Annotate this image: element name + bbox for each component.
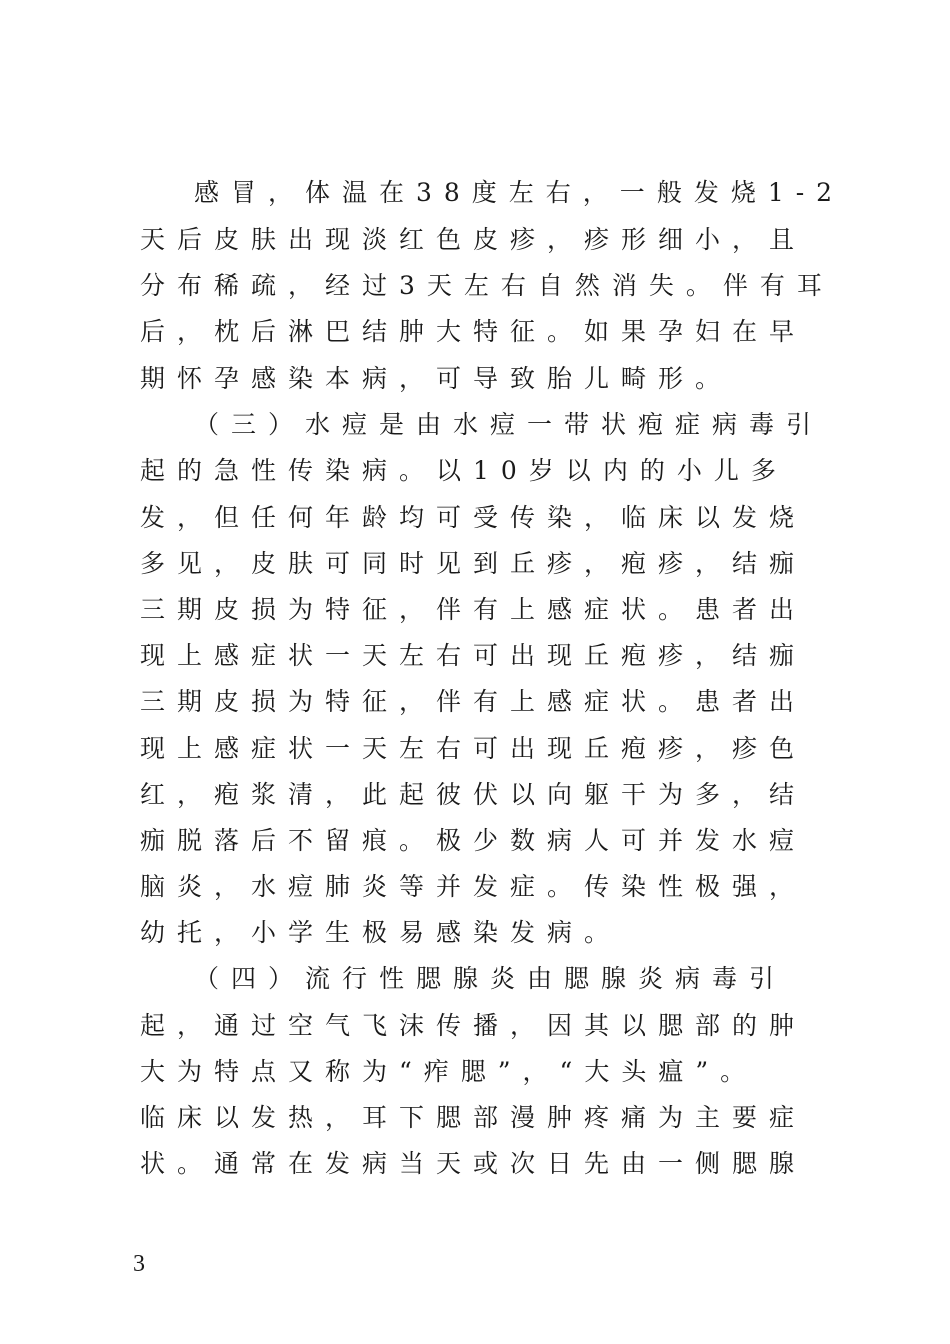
text-line: 感冒，体温在38度左右，一般发烧1-2 xyxy=(194,178,845,207)
text-line: 大为特点又称为“痄腮”，“大头瘟”。 xyxy=(140,1057,758,1086)
text-line: 现上感症状一天左右可出现丘疱疹，疹色 xyxy=(140,734,807,763)
text-line: 多见，皮肤可同时见到丘疹，疱疹，结痂 xyxy=(140,549,807,578)
text-line: 天后皮肤出现淡红色皮疹，疹形细小，且 xyxy=(140,225,807,254)
text-line: 红，疱浆清，此起彼伏以向躯干为多，结 xyxy=(140,780,807,809)
text-line: 三期皮损为特征，伴有上感症状。患者出 xyxy=(140,595,807,624)
text-line: 三期皮损为特征，伴有上感症状。患者出 xyxy=(140,687,807,716)
text-line: 现上感症状一天左右可出现丘疱疹，结痂 xyxy=(140,641,807,670)
text-line: 状。通常在发病当天或次日先由一侧腮腺 xyxy=(140,1149,807,1178)
text-line: 后，枕后淋巴结肿大特征。如果孕妇在早 xyxy=(140,317,807,346)
page-number: 3 xyxy=(133,1251,145,1277)
text-line: （三）水痘是由水痘一带状疱症病毒引 xyxy=(194,410,824,439)
text-line: （四）流行性腮腺炎由腮腺炎病毒引 xyxy=(194,964,787,993)
text-line: 起，通过空气飞沫传播，因其以腮部的肿 xyxy=(140,1011,807,1040)
text-line: 临床以发热，耳下腮部漫肿疼痛为主要症 xyxy=(140,1103,807,1132)
text-line: 期怀孕感染本病，可导致胎儿畸形。 xyxy=(140,364,733,393)
text-line: 痂脱落后不留痕。极少数病人可并发水痘 xyxy=(140,826,807,855)
text-line: 发，但任何年龄均可受传染，临床以发烧 xyxy=(140,503,807,532)
text-line: 分布稀疏，经过3天左右自然消失。伴有耳 xyxy=(140,271,834,300)
text-line: 起的急性传染病。以10岁以内的小儿多 xyxy=(140,456,788,485)
text-line: 脑炎，水痘肺炎等并发症。传染性极强， xyxy=(140,872,807,901)
text-line: 幼托，小学生极易感染发病。 xyxy=(140,918,622,947)
